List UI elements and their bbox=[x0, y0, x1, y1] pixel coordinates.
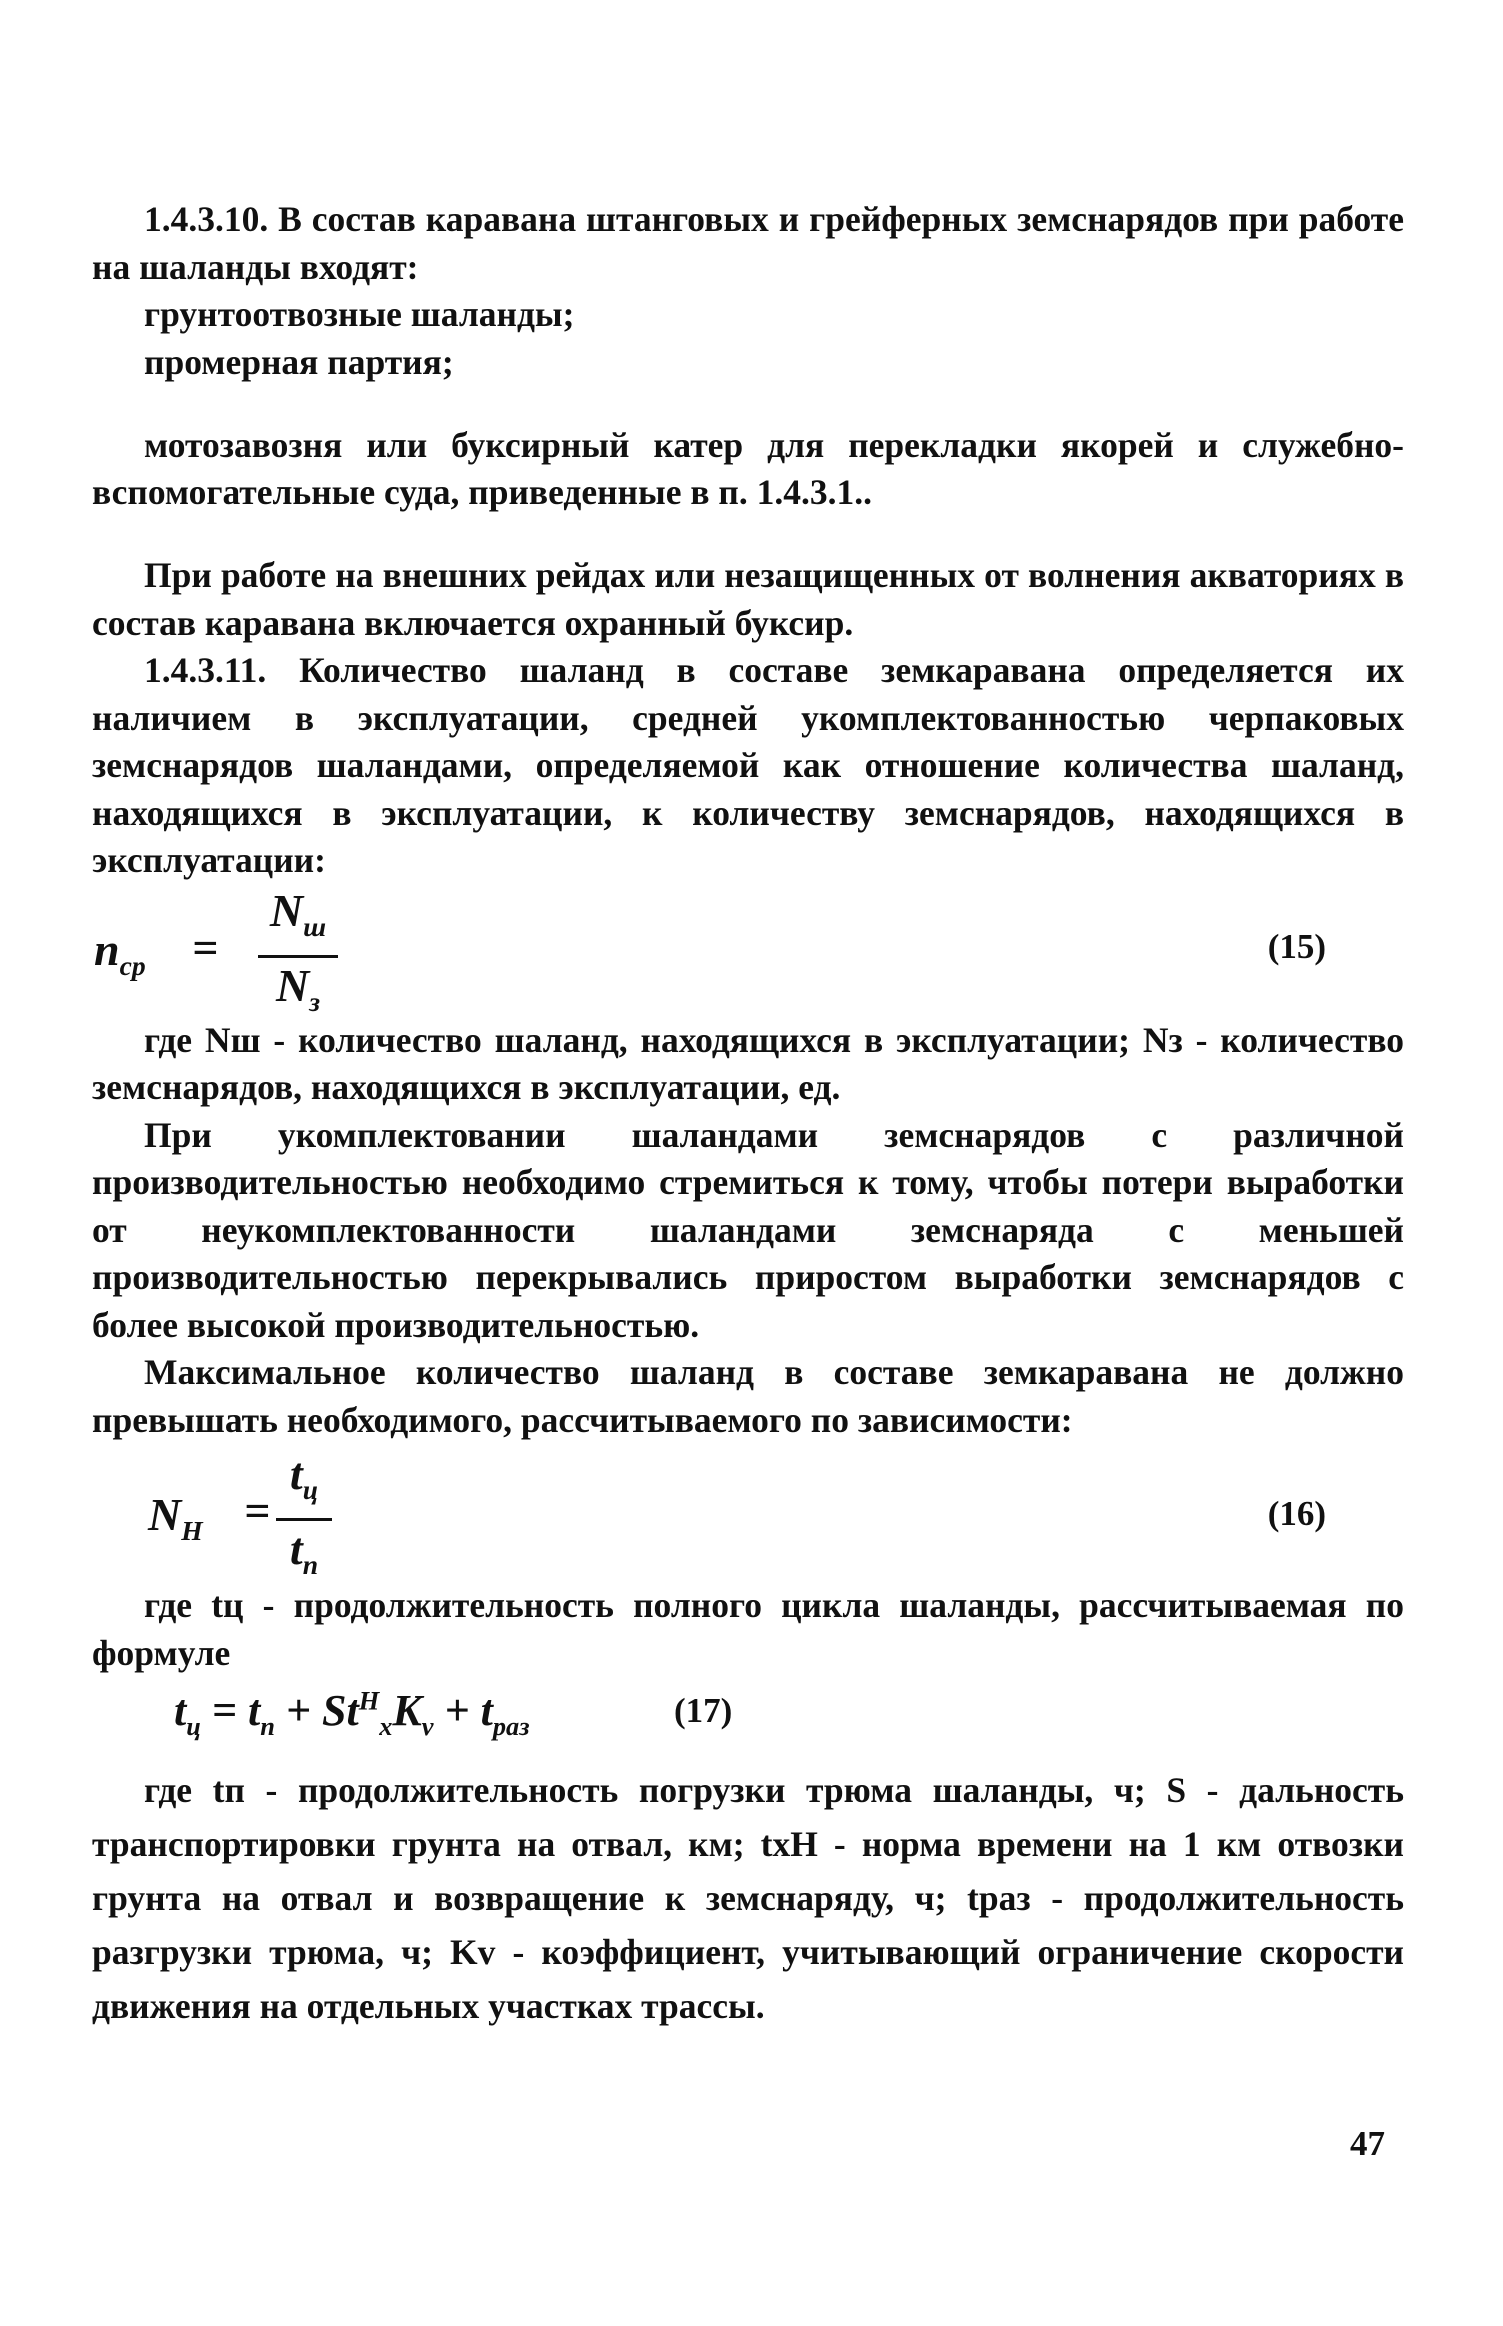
where-clause-16: где tц - продолжительность полного цикла шаланды, рассчитываемая по формуле bbox=[92, 1585, 1404, 1673]
paragraph-external-roads: При работе на внешних рейдах или незащищенных от волнения акваториях в состав каравана включается охранный буксир. bbox=[92, 555, 1404, 643]
list-item: промерная партия; bbox=[144, 341, 454, 382]
paragraph-1-4-3-11: 1.4.3.11. Количество шаланд в составе земкаравана определяется их наличием в эксплуатации, средней укомплектованностью черпаковых земснарядов шаландами, определяемой как отношение количества шаланд, находящихся в эксплуатации, к количеству земснарядов, находящихся в эксплуатации: bbox=[92, 650, 1404, 880]
formula-16-lhs: $N_Н$ bbox=[148, 1489, 203, 1547]
equation-number-15: (15) bbox=[1267, 926, 1326, 966]
formula-15-fraction: $N_ш$ $N_з$ bbox=[258, 885, 338, 1028]
formula-15-equals: = bbox=[192, 921, 219, 973]
equation-number-17: (17) bbox=[674, 1691, 733, 1730]
paragraph-1-4-3-10: 1.4.3.10. В состав каравана штанговых и грейферных земснарядов при работе на шаланды входят: bbox=[92, 199, 1404, 287]
formula-17 bbox=[92, 1677, 1404, 1763]
formula-16 bbox=[92, 1444, 1404, 1582]
paragraph-complement: При укомплектовании шаландами земснарядов с различной производительностью необходимо стремиться к тому, чтобы потери выработки от неукомплектованности шаландами земснаряда с меньшей производительностью перекрывались приростом выработки земснарядов с более высокой производительностью. bbox=[92, 1114, 1404, 1345]
formula-16-fraction: $t_ц$ $t_п$ bbox=[276, 1448, 332, 1591]
list-item: грунтоотвозные шаланды; bbox=[144, 294, 575, 334]
formula-15-lhs: $n_{ср}$ bbox=[94, 923, 146, 981]
equation-number-16: (16) bbox=[1267, 1494, 1326, 1533]
formula-15 bbox=[92, 885, 1404, 1017]
formula-17-expression: $t_ц = t_п + St^Н_хK_v + t_{раз}$ bbox=[174, 1685, 530, 1741]
paragraph-max-count: Максимальное количество шаланд в составе земкаравана не должно превышать необходимого, рассчитываемого по зависимости: bbox=[92, 1352, 1404, 1440]
list-item: мотозавозня или буксирный катер для перекладки якорей и служебно-вспомогательные суда, приведенные в п. 1.4.3.1.. bbox=[92, 424, 1404, 512]
page-body bbox=[92, 196, 1404, 2033]
page-number: 47 bbox=[1350, 2124, 1385, 2163]
where-clause-17: где tп - продолжительность погрузки трюма шаланды, ч; S - дальность транспортировки грунта на отвал, км; tхН - норма времени на 1 км отвозки грунта на отвал и возвращение к земснаряду, ч; tраз - продолжительность разгрузки трюма, ч; Kv - коэффициент, учитывающий ограничение скорости движения на отдельных участках трассы. bbox=[92, 1770, 1404, 2026]
formula-16-equals: = bbox=[244, 1485, 271, 1536]
where-clause-15: где Nш - количество шаланд, находящихся в эксплуатации; Nз - количество земснарядов, находящихся в эксплуатации, ед. bbox=[92, 1019, 1404, 1107]
